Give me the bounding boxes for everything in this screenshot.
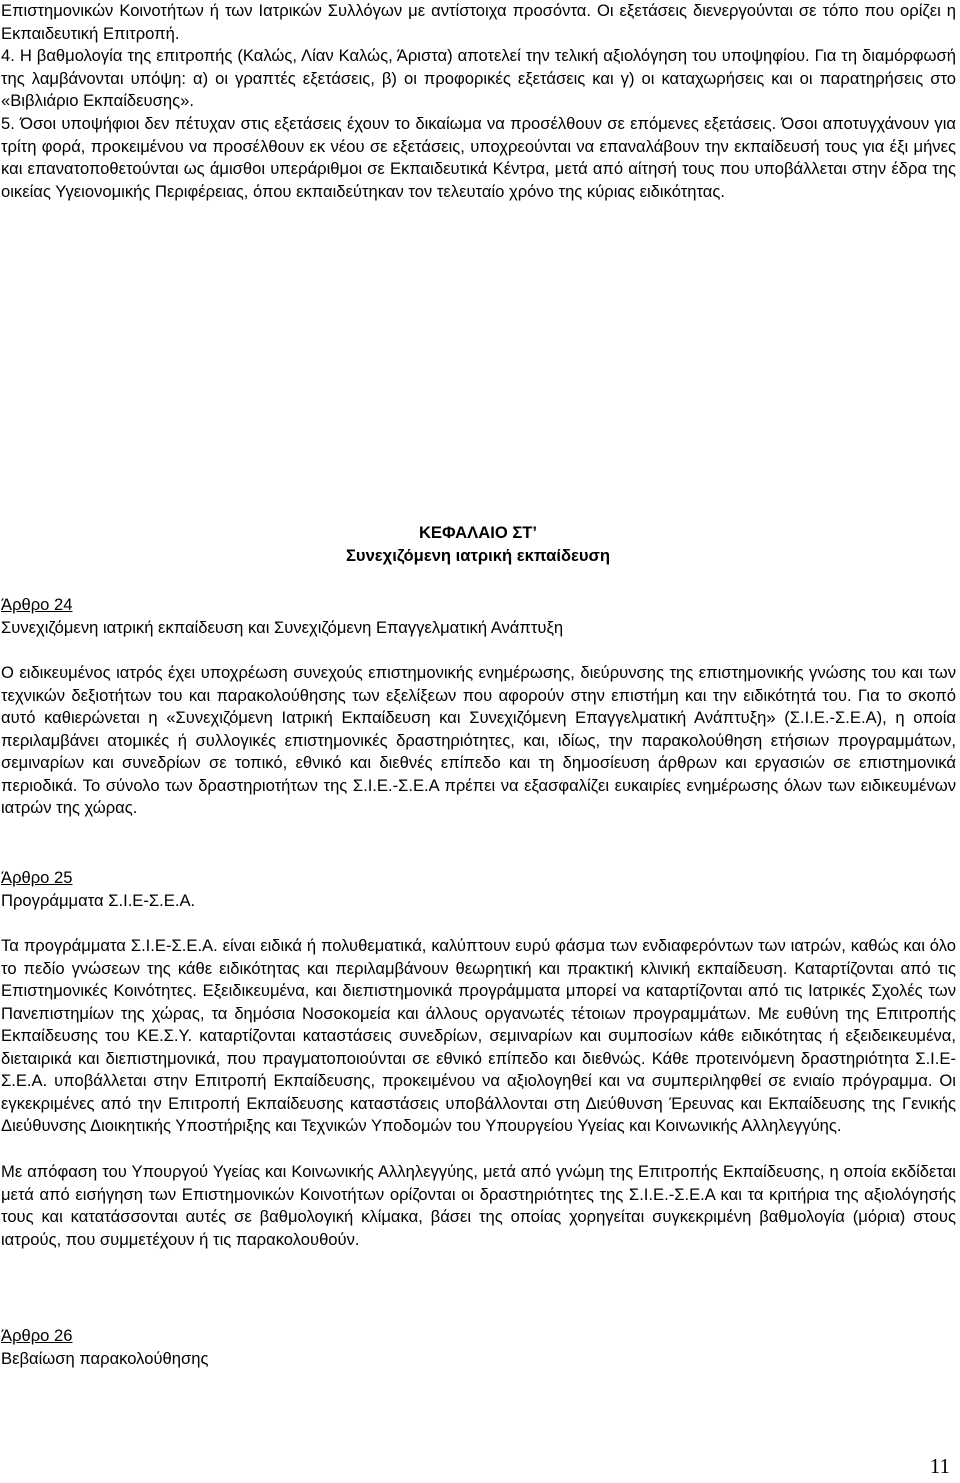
intro-paragraph: Επιστημονικών Κοινοτήτων ή των Ιατρικών Συλλόγων με αντίστοιχα προσόντα. Οι εξετάσεις διενεργούνται σε τόπο που ορίζει η Εκπαιδευτική Επιτροπή. <box>1 1 956 43</box>
article-25-body-2: Με απόφαση του Υπουργού Υγείας και Κοινωνικής Αλληλεγγύης, μετά από γνώμη της Επιτροπής Εκπαίδευσης, η οποία εκδίδεται μετά από εισήγηση των Επιστημονικών Κοινοτήτων ορίζονται οι δραστηριότητες της Σ.Ι.Ε.-Σ.Ε.Α και τα κριτήρια της αξιολόγησής τους και κατατάσσονται αυτές σε βαθμολογική κλίμακα, βάσει της οποίας χορηγείται συγκεκριμένη βαθμολογία (μόρια) στους ιατρούς, που συμμετέχουν ή τις παρακολουθούν. <box>1 1162 956 1249</box>
article-26-label-text: Άρθρο 26 <box>1 1326 73 1345</box>
chapter-title: Συνεχιζόμενη ιατρική εκπαίδευση <box>345 546 611 565</box>
article-25-body-1: Τα προγράμματα Σ.Ι.Ε-Σ.Ε.Α. είναι ειδικά ή πολυθεματικά, καλύπτουν ευρύ φάσμα των ενδιαφερόντων των ιατρών, καθώς και όλο το πεδίο γνώσεων της κάθε ειδικότητας και περιλαμβάνουν θεωρητική και πρακτική κλινική εκπαίδευση. Καταρτίζονται από τις Επιστημονικές Κοινότητες. Εξειδικευμένα, και διεπιστημονικά προγράμματα μπορεί να καταρτίζονται από τις Ιατρικές Σχολές των Πανεπιστημίων της χώρας, τα δημόσια Νοσοκομεία και άλλους οργανωτές τέτοιων προγραμμάτων. Με ευθύνη της Επιτροπής Εκπαίδευσης του ΚΕ.Σ.Υ. καταρτίζονται καταστάσεις συνεδρίων, σεμιναρίων και συμποσίων κάθε ειδικότητας ή εξειδεικευμένα, διεταιρικά και διεπιστημονικά, που πραγματοποιούνται σε εθνικό επίπεδο και διεθνώς. Κάθε προτεινόμενη δραστηριότητα Σ.Ι.Ε-Σ.Ε.Α. υποβάλλεται στην Επιτροπή Εκπαίδευσης, προκειμένου να αξιολογηθεί και να συμπεριληφθεί σε ενιαίο πρόγραμμα. Οι εγκεκριμένες από την Επιτροπή Εκπαίδευσης καταστάσεις υποβάλλονται στη Διεύθυνση Έρευνας και Εκπαίδευσης της Γενικής Διεύθυνσης Διοικητικής Υποστήριξης και Τεχνικών Υποδομών του Υπουργείου Υγείας και Κοινωνικής Αλληλεγγύης. <box>1 936 956 1135</box>
item-4-paragraph: 4. Η βαθμολογία της επιτροπής (Καλώς, Λίαν Καλώς, Άριστα) αποτελεί την τελική αξιολόγηση του υποψηφίου. Για τη διαμόρφωσή της λαμβάνονται υπόψη: α) οι γραπτές εξετάσεις, β) οι προφορικές εξετάσεις και γ) οι καταχωρήσεις και οι παρατηρήσεις στο «Βιβλιάριο Εκπαίδευσης». <box>1 46 956 110</box>
article-24-body: Ο ειδικευμένος ιατρός έχει υποχρέωση συνεχούς επιστημονικής ενημέρωσης, διεύρυνσης της επιστημονικής γνώσης του και των τεχνικών δεξιοτήτων του και παρακολούθησης των εξελίξεων που αφορούν στην επιστήμη και την ειδικότητά του. Για το σκοπό αυτό καθιερώνεται η «Συνεχιζόμενη Ιατρική Εκπαίδευση και Συνεχιζόμενη Επαγγελματική Ανάπτυξη» (Σ.Ι.Ε.-Σ.Ε.Α), η οποία περιλαμβάνει ατομικές ή συλλογικές επιστημονικές δραστηριότητες, και, ιδίως, την παρακολούθηση ετήσιων προγραμμάτων, σεμιναρίων και συνεδρίων σε τοπικό, εθνικό και διεθνές επίπεδο και τη δημοσίευση άρθρων και εργασιών σε επιστημονικά περιοδικά. Το σύνολο των δραστηριοτήτων της Σ.Ι.Ε.-Σ.Ε.Α πρέπει να εξασφαλίζει ευκαιρίες ενημέρωσης όλων των ειδικευμένων ιατρών της χώρας. <box>1 663 956 817</box>
article-24-title: Συνεχιζόμενη ιατρική εκπαίδευση και Συνεχιζόμενη Επαγγελματική Ανάπτυξη <box>1 618 564 637</box>
article-26-label <box>1 1325 956 1348</box>
chapter-heading: ΚΕΦΑΛΑΙΟ ΣΤ’ <box>418 523 538 542</box>
article-25-label <box>1 867 956 890</box>
article-26-title: Βεβαίωση παρακολούθησης <box>1 1349 209 1368</box>
article-24-label-text: Άρθρο 24 <box>1 595 73 614</box>
article-24-label <box>1 594 956 617</box>
page-number: 11 <box>929 1454 950 1478</box>
article-25-label-text: Άρθρο 25 <box>1 868 73 887</box>
article-25-title: Προγράμματα Σ.Ι.Ε-Σ.Ε.Α. <box>1 891 196 910</box>
item-5-paragraph: 5. Όσοι υποψήφιοι δεν πέτυχαν στις εξετάσεις έχουν το δικαίωμα να προσέλθουν σε επόμενες εξετάσεις. Όσοι αποτυγχάνουν για τρίτη φορά, προκειμένου να προσέλθουν εκ νέου σε εξετάσεις, υποχρεούνται να επαναλάβουν την εκπαίδευσή τους για έξι μήνες και επανατοποθετούνται ως άμισθοι υπεράριθμοι σε Εκπαιδευτικά Κέντρα, μετά από αίτησή τους που υποβάλλεται στην έδρα της οικείας Υγειονομικής Περιφέρειας, όπου εκπαιδεύτηκαν τον τελευταίο χρόνο της κύριας ειδικότητας. <box>1 114 956 201</box>
